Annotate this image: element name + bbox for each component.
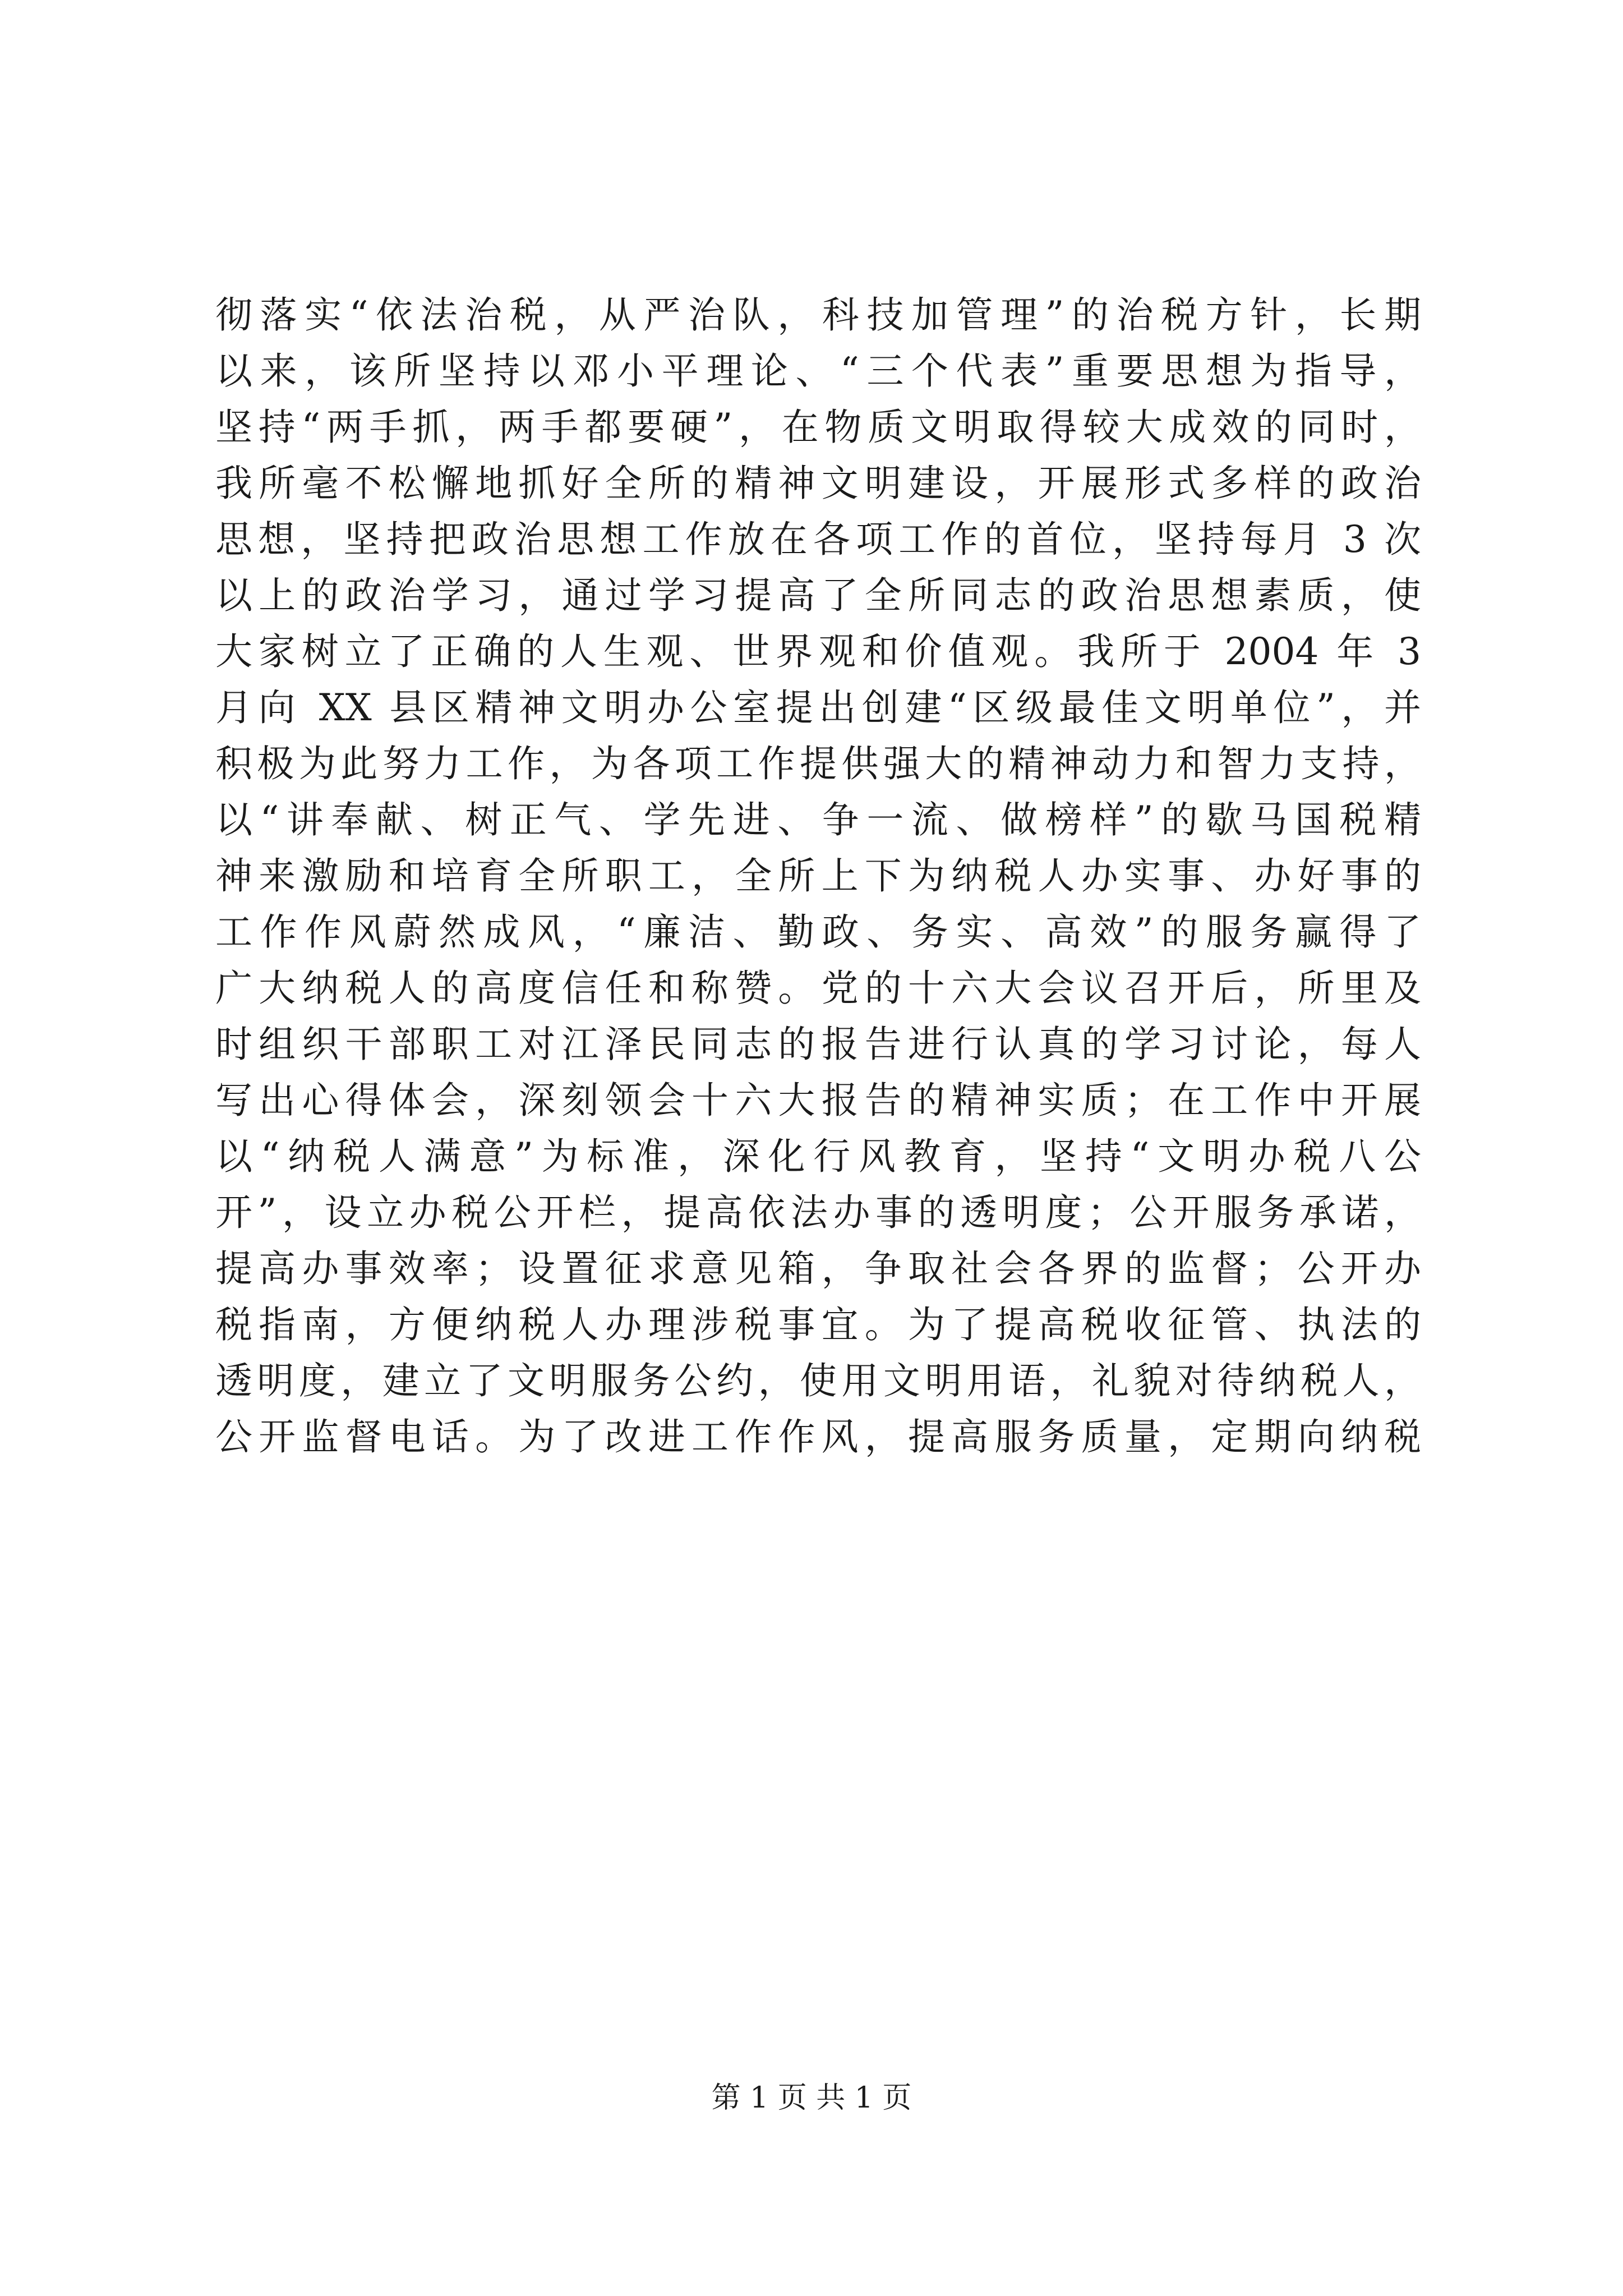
text-line: 彻落实“依法治税，从严治队，科技加管理”的治税方针，长期: [215, 293, 1421, 337]
text-line: 公开监督电话。为了改进工作作风，提高服务质量，定期向纳税: [215, 1415, 1421, 1458]
text-line: 开”，设立办税公开栏，提高依法办事的透明度；公开服务承诺，: [215, 1191, 1421, 1234]
text-line: 时组织干部职工对江泽民同志的报告进行认真的学习讨论，每人: [215, 1023, 1421, 1066]
text-line: 以来，该所坚持以邓小平理论、“三个代表”重要思想为指导，: [215, 349, 1421, 393]
text-line: 透明度，建立了文明服务公约，使用文明用语，礼貌对待纳税人，: [215, 1359, 1421, 1402]
text-line: 思想，坚持把政治思想工作放在各项工作的首位，坚持每月 3 次: [215, 518, 1421, 561]
text-line: 我所毫不松懈地抓好全所的精神文明建设，开展形式多样的政治: [215, 462, 1421, 505]
text-line: 大家树立了正确的人生观、世界观和价值观。我所于 2004 年 3: [215, 630, 1421, 673]
text-line: 以“纳税人满意”为标准，深化行风教育，坚持“文明办税八公: [215, 1135, 1421, 1178]
text-line: 广大纳税人的高度信任和称赞。党的十六大会议召开后，所里及: [215, 967, 1421, 1010]
text-line: 写出心得体会，深刻领会十六大报告的精神实质；在工作中开展: [215, 1079, 1421, 1122]
page-number-footer: 第 1 页 共 1 页: [711, 2081, 912, 2115]
text-line: 工作作风蔚然成风，“廉洁、勤政、务实、高效”的服务赢得了: [215, 910, 1421, 954]
text-line: 积极为此努力工作，为各项工作提供强大的精神动力和智力支持，: [215, 742, 1421, 785]
text-line: 税指南，方便纳税人办理涉税事宜。为了提高税收征管、执法的: [215, 1303, 1421, 1346]
text-line: 提高办事效率；设置征求意见箱，争取社会各界的监督；公开办: [215, 1247, 1421, 1290]
text-line: 神来激励和培育全所职工，全所上下为纳税人办实事、办好事的: [215, 854, 1421, 898]
text-line: 以上的政治学习，通过学习提高了全所同志的政治思想素质，使: [215, 574, 1421, 617]
text-line: 坚持“两手抓，两手都要硬”，在物质文明取得较大成效的同时，: [215, 406, 1421, 449]
text-line: 以“讲奉献、树正气、学先进、争一流、做榜样”的歇马国税精: [215, 798, 1421, 841]
text-line: 月向 XX 县区精神文明办公室提出创建“区级最佳文明单位”，并: [215, 686, 1421, 729]
document-body: [215, 287, 1421, 1465]
